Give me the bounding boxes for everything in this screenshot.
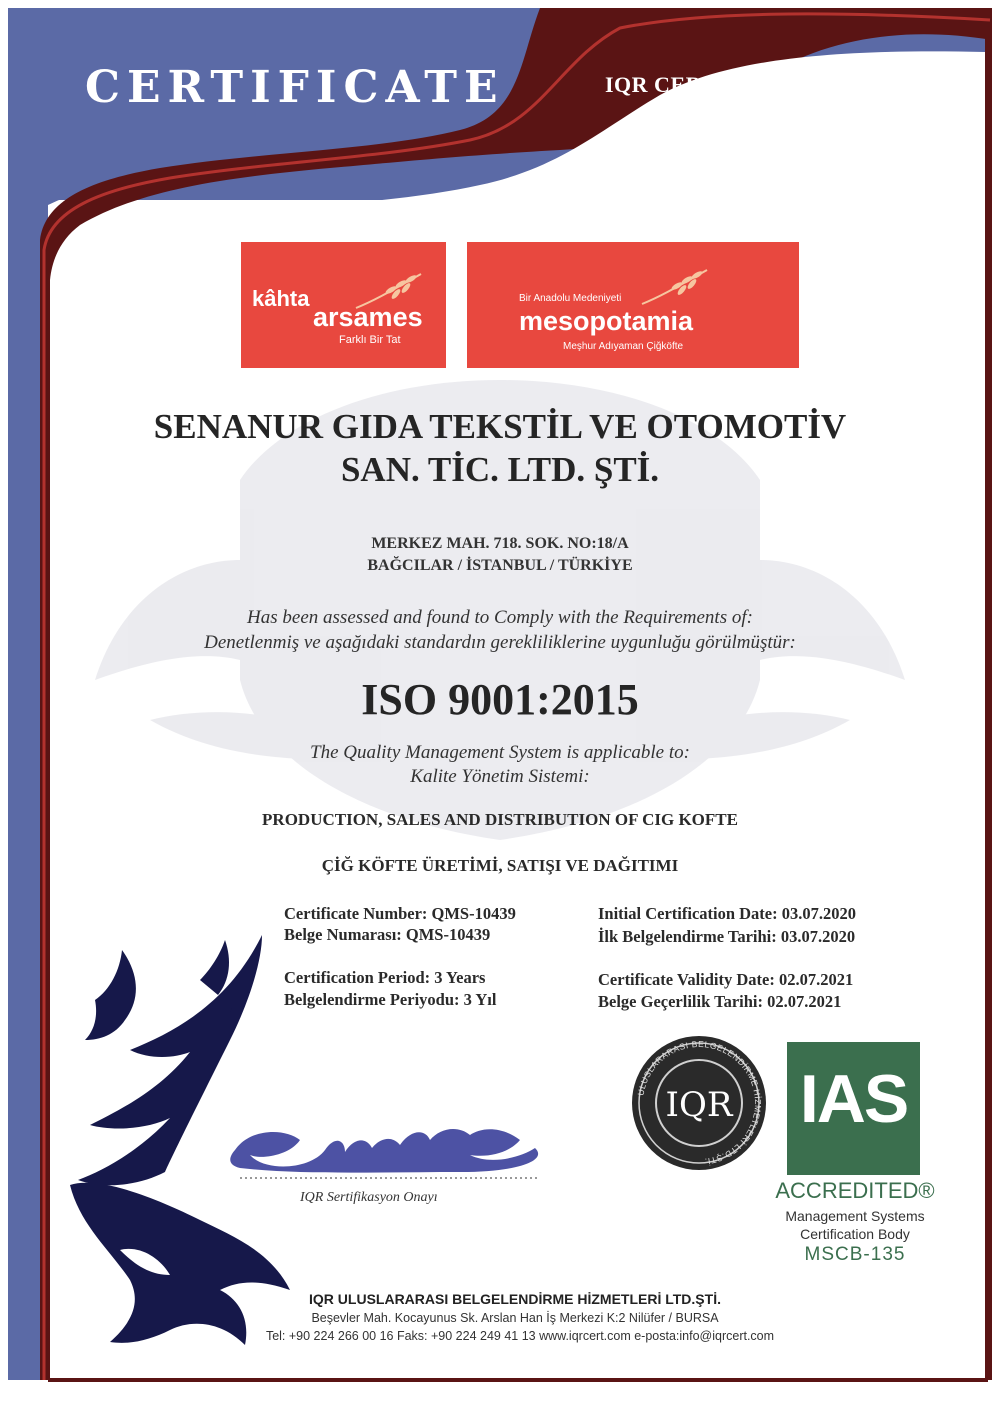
address-line2: BAĞCILAR / İSTANBUL / TÜRKİYE (367, 557, 633, 574)
kahta-word: kâhta (252, 286, 310, 311)
kahta-tagline: Farklı Bir Tat (339, 334, 401, 346)
mesopotamia-subtitle: Bir Anadolu Medeniyeti (519, 293, 622, 304)
scope-intro-tr: Kalite Yönetim Sistemi: (410, 766, 590, 787)
certificate-title: CERTIFICATE (85, 62, 505, 113)
assessment-statement-en: Has been assessed and found to Comply with the Requirements of: (247, 607, 753, 628)
kahta-arsames-logo (241, 242, 446, 368)
scope-en: PRODUCTION, SALES AND DISTRIBUTION OF CIG KOFTE (262, 810, 738, 829)
certificate-number-en: Certificate Number: QMS-10439 (284, 904, 516, 923)
validity-date-tr: Belge Geçerlilik Tarihi: 02.07.2021 (598, 992, 842, 1011)
issuer-tag: IQR CERTIFICATION (605, 72, 838, 97)
mesopotamia-word: mesopotamia (519, 306, 694, 336)
footer-company: IQR ULUSLARARASI BELGELENDİRME HİZMETLERİ LTD.ŞTİ. (309, 1291, 721, 1307)
ias-logo-text: IAS (799, 1061, 908, 1137)
wheat-icon (637, 266, 717, 306)
scope-intro-en: The Quality Management System is applicable to: (310, 742, 690, 763)
validity-date-en: Certificate Validity Date: 02.07.2021 (598, 970, 854, 989)
seal-ring-text (630, 1034, 768, 1172)
bottom-maroon-line (48, 1378, 988, 1382)
ias-code: MSCB-135 (804, 1244, 906, 1265)
company-name-line2: SAN. TİC. LTD. ŞTİ. (340, 450, 660, 489)
svg-text:ULUSLARARASI BELGELENDİRME HİZ (635, 1039, 763, 1167)
signature-caption: IQR Sertifikasyon Onayı (300, 1190, 438, 1205)
ias-line1: Management Systems (785, 1208, 925, 1224)
mesopotamia-tagline: Meşhur Adıyaman Çiğköfte (563, 341, 684, 352)
certification-period-tr: Belgelendirme Periyodu: 3 Yıl (284, 990, 497, 1009)
company-address (0, 533, 1000, 577)
company-name-line1: SENANUR GIDA TEKSTİL VE OTOMOTİV (153, 407, 847, 446)
address-line1: MERKEZ MAH. 718. SOK. NO:18/A (371, 535, 629, 552)
certification-period-en: Certification Period: 3 Years (284, 968, 486, 987)
company-name (0, 405, 1000, 491)
assessment-statement-tr: Denetlenmiş ve aşağıdaki standardın gerekliliklerine uygunluğu görülmüştür: (204, 632, 796, 653)
mesopotamia-logo (467, 242, 799, 368)
ias-line2: Certification Body (800, 1226, 910, 1242)
scope-tr: ÇİĞ KÖFTE ÜRETİMİ, SATIŞI VE DAĞITIMI (321, 856, 679, 875)
initial-date-tr: İlk Belgelendirme Tarihi: 03.07.2020 (598, 927, 856, 946)
initial-date-en: Initial Certification Date: 03.07.2020 (598, 904, 856, 923)
arsames-word: arsames (313, 302, 423, 332)
seal-ring-label: ULUSLARARASI BELGELENDİRME HİZMETLERİ LTD.ŞTİ. (635, 1038, 764, 1167)
svg-text:IQR: IQR (665, 1085, 733, 1125)
standard-title: ISO 9001:2015 (361, 675, 639, 724)
footer-address: Beşevler Mah. Kocayunus Sk. Arslan Han İş Merkezi K:2 Nilüfer / BURSA (311, 1311, 719, 1325)
certificate-number-tr: Belge Numarası: QMS-10439 (284, 925, 491, 944)
footer-contact: Tel: +90 224 266 00 16 Faks: +90 224 249 41 13 www.iqrcert.com e-posta:info@iqrcert.com (265, 1329, 775, 1343)
bottom-edge (8, 1380, 992, 1405)
ias-accredited-label: ACCREDITED® (775, 1178, 935, 1203)
